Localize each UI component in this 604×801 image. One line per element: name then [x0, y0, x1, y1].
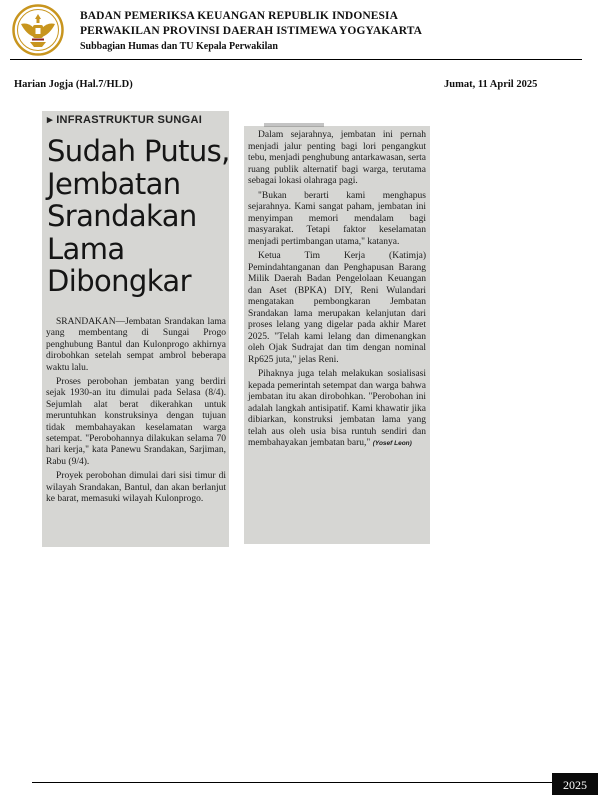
headline-line: Jembatan	[47, 166, 181, 201]
body-paragraph: SRANDAKAN—Jembatan Srandakan lama yang membentang di Sungai Progo penghubung Bantul dan Kulonprogo akhirnya dirobohkan setelah sempat ambrol beberapa waktu lalu.	[46, 317, 226, 373]
article-byline: (Yosef Leon)	[372, 440, 412, 447]
triangle-bullet-icon: ▸	[47, 114, 57, 126]
body-paragraph: "Bukan berarti kami menghapus sejarahnya. Kami sangat paham, jembatan ini menyimpan memori mendalam bagi masyarakat. Tetapi faktor keselamatan menjadi pertimbangan utama," katanya.	[248, 190, 426, 247]
header-divider	[10, 59, 582, 60]
org-name-line2: PERWAKILAN PROVINSI DAERAH ISTIMEWA YOGYAKARTA	[80, 25, 423, 37]
cut-text-remnant	[264, 123, 324, 127]
article-body-column2	[248, 130, 426, 453]
date-label: Jumat, 11 April 2025	[444, 79, 538, 90]
garuda-emblem-icon	[12, 4, 64, 56]
news-clipping-right	[244, 126, 430, 544]
org-name-line1: BADAN PEMERIKSA KEUANGAN REPUBLIK INDONESIA	[80, 10, 399, 22]
body-paragraph: Ketua Tim Kerja (Katimja) Pemindahtanganan dan Penghapusan Barang Milik Daerah Badan Pengelolaan Keuangan dan Aset (BPKA) DIY, Reni Wulandari mengatakan pembongkaran Jembatan Srandakan lama merupakan kelanjutan dari proses lelang yang digelar pada akhir Maret 2025. "Telah kami lelang dan dimenangkan oleh Ojak Sudrajat dan tim dengan nominal Rp625 juta," jelas Reni.	[248, 251, 426, 365]
headline-line: Dibongkar	[47, 264, 191, 298]
kicker-text: INFRASTRUKTUR SUNGAI	[56, 114, 203, 126]
bpk-logo	[12, 4, 64, 56]
page-number-badge: 2025	[552, 773, 598, 795]
organization-header	[80, 9, 422, 54]
headline-line: Sudah Putus,	[47, 134, 230, 168]
body-paragraph: Proyek perobohan dimulai dari sisi timur di wilayah Srandakan, Bantul, dan akan berlanjut ke barat, memasuki wilayah Kulonprogo.	[46, 471, 226, 505]
article-headline	[47, 135, 229, 298]
headline-line: Lama	[47, 231, 125, 266]
body-paragraph	[248, 369, 426, 450]
source-label: Harian Jogja (Hal.7/HLD)	[14, 79, 133, 90]
body-paragraph: Proses perobohan jembatan yang berdiri sejak 1930-an itu dimulai pada Selasa (8/4). Sejumlah alat berat dikerahkan untuk meruntuhkan konstruksinya dengan tujuan tidak membahayakan keselamatan warga setempat. "Perobohannya dilakukan selama 70 hari kerja," kata Panewu Srandakan, Sarjiman, Rabu (9/4).	[46, 377, 226, 467]
body-paragraph-text: Pihaknya juga telah melakukan sosialisasi kepada pemerintah setempat dan warga bahwa jembatan itu akan dirobohkan. "Perobohan ini adalah langkah antisipatif. Kami khawatir jika dibiarkan, konstruksi jembatan lama yang telah aus oleh usia bisa runtuh sendiri dan membahayakan jembatan baru,"	[248, 369, 426, 448]
news-clipping-left	[42, 111, 229, 547]
headline-line: Srandakan	[47, 199, 197, 233]
article-body-column1	[46, 317, 226, 509]
body-paragraph: Dalam sejarahnya, jembatan ini pernah menjadi jalur penting bagi lori pengangkut tebu, menjadi penghubung antarkawasan, serta ruang publik alternatif bagi warga, terutama sebagai lokasi olahraga pagi.	[248, 130, 426, 186]
article-kicker	[47, 113, 202, 126]
org-name-line3: Subbagian Humas dan TU Kepala Perwakilan	[80, 41, 278, 52]
footer-divider	[32, 782, 552, 783]
